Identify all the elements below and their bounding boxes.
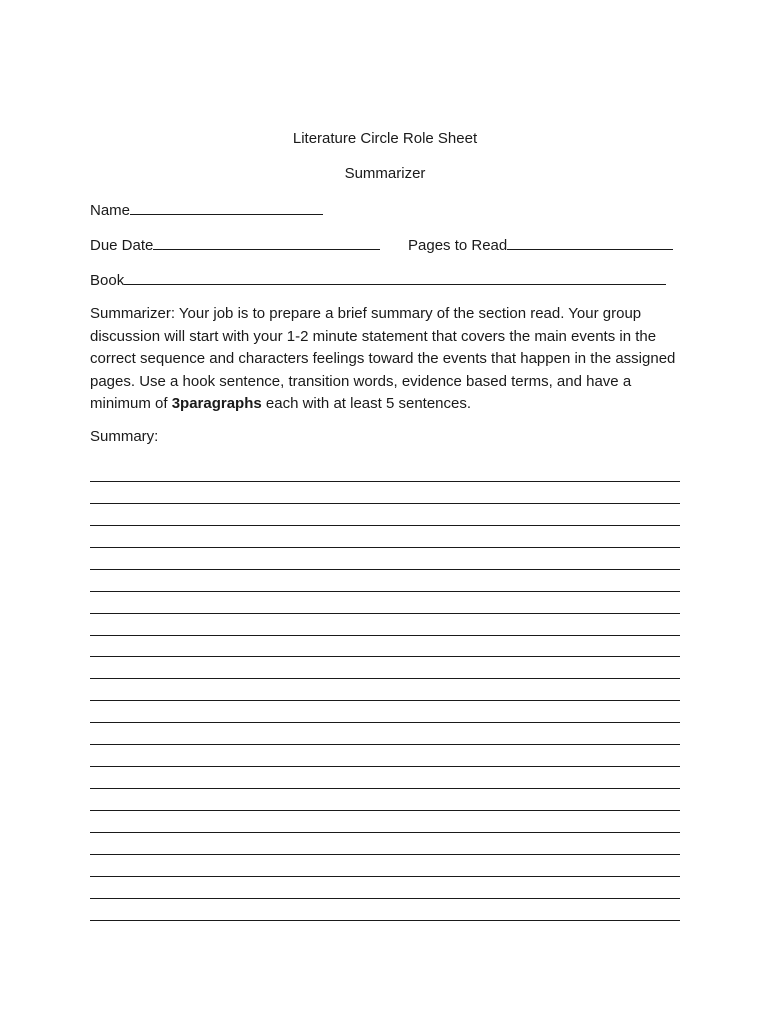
instructions-text: Summarizer: Your job is to prepare a brief summary of the section read. Your group discussion will start with your 1-2 minute statement that covers the main events in the correct sequence and characters feelings toward the events that happen in the assigned pages. Use a hook sentence, transition words, evidence based terms, and have a minimum of <box>90 305 676 412</box>
name-label: Name <box>90 202 131 219</box>
pages-to-read-field[interactable] <box>408 235 673 254</box>
pages-to-read-blank[interactable] <box>507 235 673 250</box>
summary-line[interactable] <box>90 811 680 833</box>
summary-line[interactable] <box>90 723 680 745</box>
summary-line[interactable] <box>90 482 680 504</box>
summary-line[interactable] <box>90 767 680 789</box>
pages-to-read-label: Pages to Read <box>408 237 508 254</box>
instructions-bold: 3paragraphs <box>171 395 262 412</box>
summary-label: Summary: <box>90 428 159 445</box>
name-blank[interactable] <box>130 200 323 215</box>
book-label: Book <box>90 272 125 289</box>
summary-line[interactable] <box>90 570 680 592</box>
instructions-paragraph <box>90 303 690 416</box>
page-title: Literature Circle Role Sheet <box>292 130 478 147</box>
summary-line[interactable] <box>90 833 680 855</box>
summary-line[interactable] <box>90 636 680 658</box>
book-field[interactable] <box>90 270 666 289</box>
summary-line[interactable] <box>90 548 680 570</box>
summary-line[interactable] <box>90 877 680 899</box>
summary-line[interactable] <box>90 460 680 482</box>
summary-line[interactable] <box>90 592 680 614</box>
due-date-label: Due Date <box>90 237 154 254</box>
summary-line[interactable] <box>90 745 680 767</box>
summary-line[interactable] <box>90 526 680 548</box>
role-subtitle: Summarizer <box>344 165 426 182</box>
book-blank[interactable] <box>124 270 666 285</box>
summary-line[interactable] <box>90 657 680 679</box>
summary-line[interactable] <box>90 504 680 526</box>
instructions-text-end: each with at least 5 sentences. <box>261 395 472 412</box>
due-date-blank[interactable] <box>153 235 380 250</box>
summary-line[interactable] <box>90 701 680 723</box>
summary-line[interactable] <box>90 614 680 636</box>
summary-line[interactable] <box>90 679 680 701</box>
summary-line[interactable] <box>90 789 680 811</box>
summary-writing-area[interactable] <box>90 460 680 921</box>
summary-line[interactable] <box>90 855 680 877</box>
name-field[interactable] <box>90 200 323 219</box>
summary-line[interactable] <box>90 899 680 921</box>
due-date-field[interactable] <box>90 235 380 254</box>
